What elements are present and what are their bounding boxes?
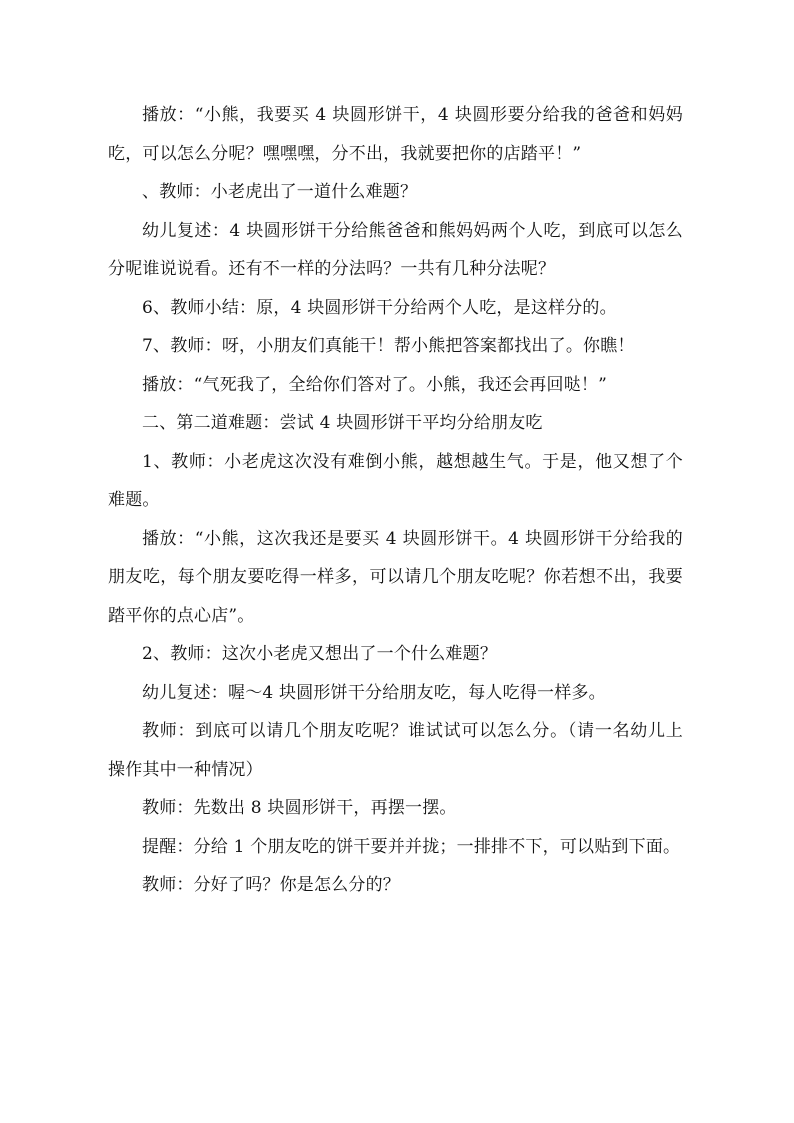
paragraph-teacher-step-1: 1、教师：小老虎这次没有难倒小熊，越想越生气。于是，他又想了个难题。	[108, 451, 683, 510]
paragraph-child-retell-1: 幼儿复述：4 块圆形饼干分给熊爸爸和熊妈妈两个人吃，到底可以怎么分呢谁说说看。还有不一样的分法吗？一共有几种分法呢？	[108, 220, 683, 279]
paragraph-teacher-step-2: 2、教师：这次小老虎又想出了一个什么难题？	[142, 644, 498, 664]
paragraph-teacher-question-2: 教师：到底可以请几个朋友吃呢？谁试试可以怎么分。（请一名幼儿上操作其中一种情况）	[108, 721, 683, 780]
paragraph-broadcast-1: 播放：“小熊，我要买 4 块圆形饼干，4 块圆形要分给我的爸爸和妈妈吃，可以怎么分呢？嘿嘿嘿，分不出，我就要把你的店踏平！”	[108, 105, 683, 164]
paragraph-teacher-praise: 7、教师：呀，小朋友们真能干！帮小熊把答案都找出了。你瞧！	[142, 336, 635, 356]
paragraph-child-retell-2: 幼儿复述：喔～4 块圆形饼干分给朋友吃，每人吃得一样多。	[142, 682, 606, 703]
paragraph-teacher-summary: 6、教师小结：原，4 块圆形饼干分给两个人吃，是这样分的。	[142, 297, 617, 318]
paragraph-teacher-question-1: 、教师：小老虎出了一道什么难题？	[142, 182, 418, 202]
paragraph-broadcast-2: 播放：“气死我了，全给你们答对了。小熊，我还会再回哒！”	[142, 374, 607, 395]
paragraph-teacher-question-3: 教师：分好了吗？你是怎么分的？	[142, 875, 400, 895]
section-heading-second-problem: 二、第二道难题：尝试 4 块圆形饼干平均分给朋友吃	[142, 413, 543, 433]
document-body	[108, 96, 683, 905]
paragraph-reminder: 提醒：分给 1 个朋友吃的饼干要并并拢；一排排不下，可以贴到下面。	[142, 836, 681, 857]
paragraph-broadcast-3: 播放：“小熊，这次我还是要买 4 块圆形饼干。4 块圆形饼干分给我的朋友吃，每个朋友要吃得一样多，可以请几个朋友吃呢？你若想不出，我要踏平你的点心店”。	[108, 528, 683, 626]
paragraph-teacher-instruction: 教师：先数出 8 块圆形饼干，再摆一摆。	[142, 798, 457, 818]
